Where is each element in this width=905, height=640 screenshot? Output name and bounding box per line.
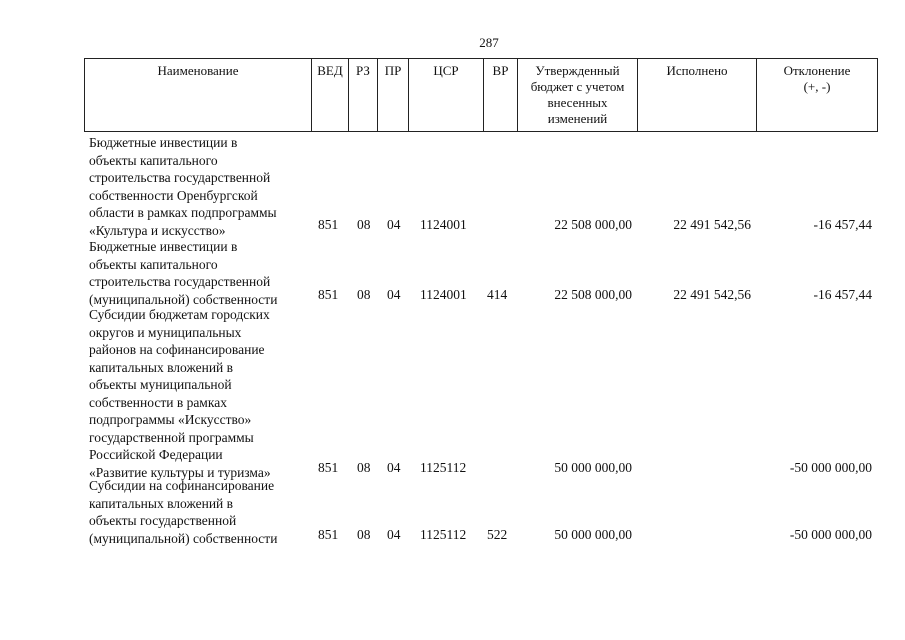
row-name — [89, 238, 311, 308]
row-rz: 08 — [357, 287, 371, 302]
row-name-line: округов и муниципальных — [89, 324, 242, 340]
header-name: Наименование — [84, 59, 311, 131]
row-deviation: -50 000 000,00 — [789, 460, 872, 475]
header-approved-line: изменений — [547, 111, 608, 126]
row-name-line: объекты государственной — [89, 513, 237, 528]
row-name-line: объекты муниципальной — [89, 377, 232, 392]
row-pr: 04 — [387, 527, 401, 542]
row-executed: 22 491 542,56 — [673, 217, 751, 232]
row-ved: 851 — [318, 460, 339, 475]
row-name-line: области в рамках подпрограммы — [89, 205, 277, 220]
row-name-line: государственной программы — [89, 429, 254, 445]
row-name-line: собственности Оренбургской — [89, 187, 258, 203]
row-deviation: -16 457,44 — [813, 217, 872, 232]
row-executed: 22 491 542,56 — [673, 287, 751, 302]
header-executed: Исполнено — [637, 59, 756, 131]
row-pr: 04 — [387, 287, 401, 302]
row-name-line: (муниципальной) собственности — [89, 291, 278, 307]
row-vr: 522 — [487, 527, 508, 542]
row-pr: 04 — [387, 460, 401, 475]
row-ved: 851 — [318, 287, 339, 302]
row-rz: 08 — [357, 217, 371, 232]
row-approved: 22 508 000,00 — [554, 287, 632, 302]
row-pr: 04 — [387, 217, 401, 232]
row-csr: 1125112 — [420, 527, 467, 542]
row-name — [89, 477, 311, 547]
header-ved: ВЕД — [311, 59, 348, 131]
page-number: 287 — [479, 35, 499, 50]
row-name-line: капитальных вложений в — [89, 359, 234, 375]
row-approved: 22 508 000,00 — [554, 217, 632, 232]
row-name — [89, 306, 311, 481]
table-header — [84, 58, 878, 132]
row-rz: 08 — [357, 527, 371, 542]
header-rz: РЗ — [348, 59, 377, 131]
row-name-line: объекты капитального — [89, 152, 218, 168]
row-csr: 1124001 — [420, 217, 467, 232]
row-name-line: (муниципальной) собственности — [89, 530, 278, 546]
header-csr: ЦСР — [408, 59, 483, 131]
header-deviation-line: Отклонение — [783, 63, 851, 78]
row-name — [89, 134, 311, 239]
row-ved: 851 — [318, 527, 339, 542]
row-rz: 08 — [357, 460, 371, 475]
row-approved: 50 000 000,00 — [554, 460, 632, 475]
row-name-line: Субсидии бюджетам городских — [89, 307, 270, 322]
header-approved-line: Утвержденный — [535, 63, 620, 78]
header-deviation-line: (+, -) — [803, 79, 831, 94]
header-approved — [517, 59, 637, 131]
row-name-line: собственности в рамках — [89, 394, 227, 410]
row-name-line: Субсидии на софинансирование — [89, 478, 275, 493]
row-name-line: строительства государственной — [89, 170, 271, 185]
header-approved-line: бюджет с учетом — [530, 79, 625, 94]
row-name-line: подпрограммы «Искусство» — [89, 412, 252, 427]
row-name-line: Бюджетные инвестиции в — [89, 135, 238, 150]
row-name-line: объекты капитального — [89, 256, 218, 272]
row-name-line: «Культура и искусство» — [89, 222, 226, 238]
row-name-line: Бюджетные инвестиции в — [89, 239, 238, 254]
row-approved: 50 000 000,00 — [554, 527, 632, 542]
row-deviation: -50 000 000,00 — [789, 527, 872, 542]
row-name-line: строительства государственной — [89, 274, 271, 289]
row-csr: 1124001 — [420, 287, 467, 302]
header-deviation — [756, 59, 878, 131]
header-approved-line: внесенных — [547, 95, 608, 110]
row-name-line: Российской Федерации — [89, 447, 223, 462]
row-name-line: капитальных вложений в — [89, 495, 234, 511]
header-vr: ВР — [483, 59, 517, 131]
row-deviation: -16 457,44 — [813, 287, 872, 302]
row-ved: 851 — [318, 217, 339, 232]
row-csr: 1125112 — [420, 460, 467, 475]
header-pr: ПР — [377, 59, 408, 131]
row-name-line: «Развитие культуры и туризма» — [89, 464, 271, 480]
row-vr: 414 — [487, 287, 508, 302]
row-name-line: районов на софинансирование — [89, 342, 265, 357]
